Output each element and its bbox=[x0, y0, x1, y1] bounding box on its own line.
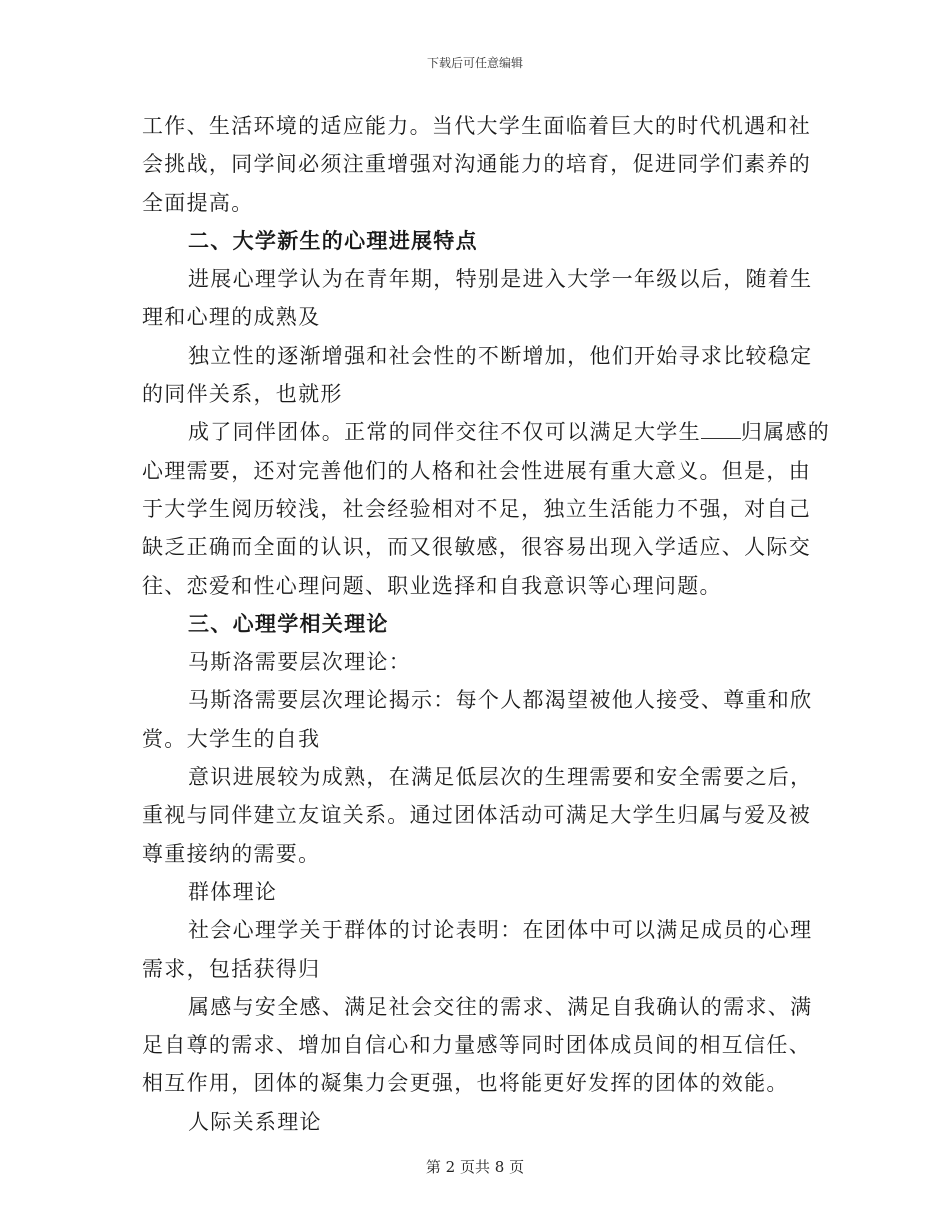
paragraph-line: 重视与同伴建立友谊关系。通过团体活动可满足大学生归属与爱及被 bbox=[142, 803, 811, 828]
paragraph-line: 的同伴关系，也就形 bbox=[142, 382, 343, 407]
paragraph-line: 马斯洛需要层次理论： bbox=[188, 650, 411, 675]
paragraph-line: 会挑战，同学间必须注重增强对沟通能力的培育，促进同学们素养的 bbox=[142, 152, 811, 177]
section-heading: 三、心理学相关理论 bbox=[188, 610, 389, 636]
paragraph-line: 马斯洛需要层次理论揭示：每个人都渴望被他人接受、尊重和欣 bbox=[188, 688, 813, 713]
paragraph-line: 全面提高。 bbox=[142, 190, 254, 215]
paragraph-line: 需求，包括获得归 bbox=[142, 956, 321, 981]
paragraph-line: 赏。大学生的自我 bbox=[142, 726, 321, 751]
page-footer: 第 2 页共 8 页 bbox=[425, 1158, 525, 1176]
paragraph-line: 足自尊的需求、增加自信心和力量感等同时团体成员间的相互信任、 bbox=[142, 1033, 811, 1058]
document-body bbox=[142, 107, 831, 1141]
line-text: 成了同伴团体。正常的同伴交往不仅可以满足大学生 bbox=[188, 420, 701, 445]
paragraph-line: 尊重接纳的需要。 bbox=[142, 841, 321, 866]
paragraph-line: 群体理论 bbox=[188, 879, 278, 904]
paragraph-line: 理和心理的成熟及 bbox=[142, 305, 321, 330]
paragraph-line bbox=[142, 413, 831, 451]
paragraph-line: 独立性的逐渐增强和社会性的不断增加，他们开始寻求比较稳定 bbox=[188, 343, 813, 368]
paragraph-line: 属感与安全感、满足社会交往的需求、满足自我确认的需求、满 bbox=[188, 994, 813, 1019]
fill-in-blank bbox=[701, 420, 741, 439]
line-text: 归属感的 bbox=[740, 420, 831, 445]
paragraph-line: 缺乏正确而全面的认识，而又很敏感，很容易出现入学适应、人际交 bbox=[142, 535, 811, 560]
paragraph-line: 于大学生阅历较浅，社会经验相对不足，独立生活能力不强，对自己 bbox=[142, 496, 811, 521]
paragraph-line: 往、恋爱和性心理问题、职业选择和自我意识等心理问题。 bbox=[142, 573, 722, 598]
paragraph-line: 进展心理学认为在青年期，特别是进入大学一年级以后，随着生 bbox=[188, 267, 813, 292]
page-header: 下载后可任意编辑 bbox=[426, 56, 523, 70]
paragraph-line: 社会心理学关于群体的讨论表明：在团体中可以满足成员的心理 bbox=[188, 918, 813, 943]
paragraph-line: 心理需要，还对完善他们的人格和社会性进展有重大意义。但是，由 bbox=[142, 458, 811, 483]
paragraph-line: 工作、生活环境的适应能力。当代大学生面临着巨大的时代机遇和社 bbox=[142, 114, 811, 138]
section-heading: 二、大学新生的心理进展特点 bbox=[188, 227, 478, 253]
paragraph-line: 意识进展较为成熟，在满足低层次的生理需要和安全需要之后， bbox=[188, 765, 813, 790]
paragraph-line: 人际关系理论 bbox=[188, 1109, 322, 1134]
paragraph-line: 相互作用，团体的凝集力会更强，也将能更好发挥的团体的效能。 bbox=[142, 1071, 789, 1096]
